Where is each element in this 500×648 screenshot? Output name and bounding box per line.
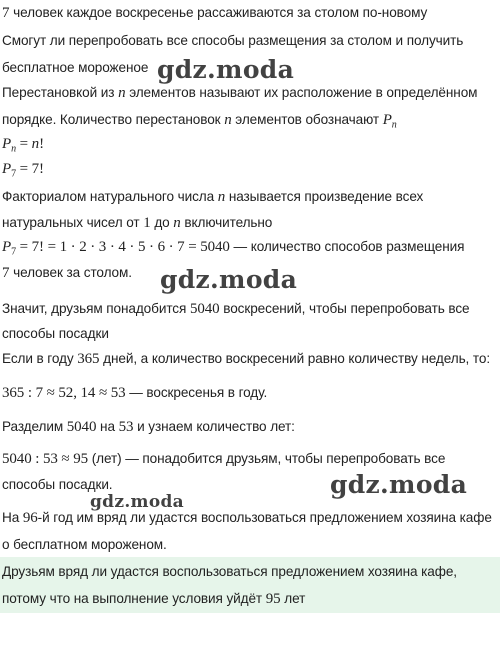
formula-line: $P_n = n$! [2,136,44,155]
solution-line: натуральных чисел от 1 до n включительно [2,215,273,231]
answer-line: Друзьям вряд ли удастся воспользоваться предложением хозяина кафе, [2,564,457,579]
formula-line: $P_7 = 7$! [2,161,44,180]
solution-line: Разделим 5040 на 53 и узнаем количество лет: [2,419,295,435]
solution-line: 7 человек за столом. [2,265,132,281]
solution-line: Если в году 365 дней, а количество воскресений равно количеству недель, то: [2,351,491,367]
solution-line: способы посадки. [2,477,113,492]
solution-line: Значит, друзьям понадобится 5040 воскресений, чтобы перепробовать все [2,301,470,317]
watermark: gdz.moda [330,470,468,499]
solution-line: о бесплатном мороженом. [2,537,167,552]
solution-line: Смогут ли перепробовать все способы размещения за столом и получить [2,33,464,48]
formula-line: 5040 : 53 ≈ 95 (лет) — понадобится друзьям, чтобы перепробовать все [2,451,446,467]
watermark: gdz.moda [90,492,184,512]
solution-line: порядке. Количество перестановок n элементов обозначают $P_n$ [2,112,397,131]
solution-line: 7 человек каждое воскресенье рассаживаются за столом по-новому [2,5,428,21]
solution-line: На 96-й год им вряд ли удастся воспользоваться предложением хозяина кафе [2,510,492,526]
solution-line: способы посадки [2,326,109,341]
solution-line: Факториалом натурального числа n называется произведение всех [2,189,424,205]
solution-line: $P_7 = 7$! = 1 · 2 · 3 · 4 · 5 · 6 · 7 = 5040 — количество способов размещения [2,239,465,258]
answer-line: потому что на выполнение условия уйдёт 95 лет [2,591,306,607]
solution-line: Перестановкой из n элементов называют их расположение в определённом [2,85,478,101]
watermark: gdz.moda [157,55,295,84]
formula-line: 365 : 7 ≈ 52, 14 ≈ 53 — воскресенья в году. [2,385,268,401]
solution-line: бесплатное мороженое [2,60,149,75]
watermark: gdz.moda [160,265,298,294]
